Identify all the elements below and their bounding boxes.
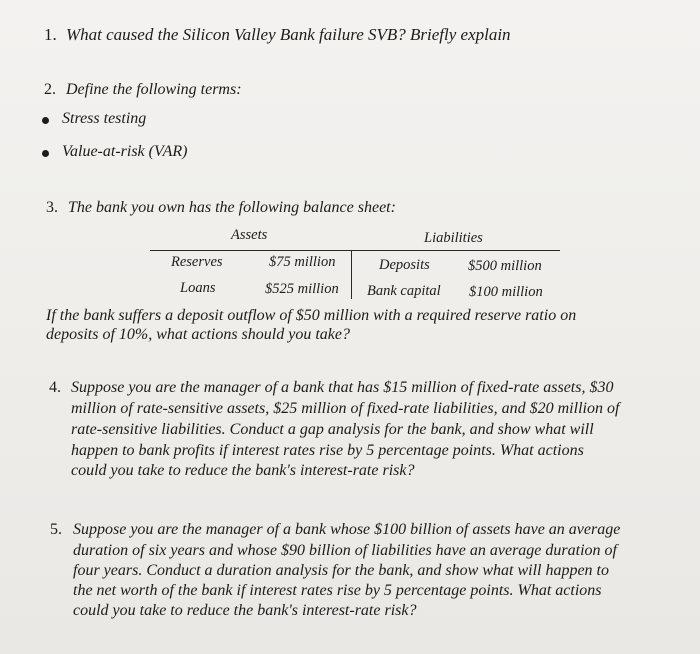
bullet-icon — [42, 117, 49, 124]
asset-value-reserves: $75 million — [269, 254, 336, 270]
question-2-number: 2. — [44, 81, 56, 98]
term-stress-testing: Stress testing — [62, 110, 147, 127]
asset-label-loans: Loans — [180, 280, 216, 296]
assets-header: Assets — [231, 227, 268, 243]
question-5-line-1: Suppose you are the manager of a bank whose $100 billion of assets have an average — [73, 521, 621, 538]
question-4-number: 4. — [49, 379, 61, 396]
liability-value-bank-capital: $100 million — [469, 284, 543, 300]
question-4-line-4: happen to bank profits if interest rates rise by 5 percentage points. What actions — [71, 442, 584, 459]
question-4-line-2: million of rate-sensitive assets, $25 million of fixed-rate liabilities, and $20 million of — [71, 400, 620, 417]
question-3-followup-line-2: deposits of 10%, what actions should you take? — [46, 326, 350, 343]
asset-value-loans: $525 million — [265, 281, 339, 297]
table-center-rule — [351, 250, 352, 299]
question-5-line-4: the net worth of the bank if interest rates rise by 5 percentage points. What actions — [73, 582, 602, 599]
question-5-line-3: four years. Conduct a duration analysis for the bank, and show what will happen to — [73, 562, 609, 579]
liability-label-bank-capital: Bank capital — [367, 283, 441, 299]
question-5-line-5: could you take to reduce the bank's interest-rate risk? — [73, 602, 417, 619]
liabilities-header: Liabilities — [424, 230, 483, 246]
question-1-text: What caused the Silicon Valley Bank failure SVB? Briefly explain — [66, 25, 511, 44]
question-2-text: Define the following terms: — [66, 81, 242, 98]
question-3-number: 3. — [46, 199, 58, 216]
liability-label-deposits: Deposits — [379, 257, 430, 273]
liability-value-deposits: $500 million — [468, 258, 542, 274]
question-4-line-5: could you take to reduce the bank's interest-rate risk? — [71, 462, 415, 479]
question-5-number: 5. — [50, 521, 62, 538]
term-value-at-risk: Value-at-risk (VAR) — [62, 143, 188, 160]
question-3-followup-line-1: If the bank suffers a deposit outflow of $50 million with a required reserve ratio on — [46, 307, 577, 324]
bullet-icon — [42, 150, 49, 157]
question-4-line-3: rate-sensitive liabilities. Conduct a gap analysis for the bank, and show what will — [71, 421, 594, 438]
question-5-line-2: duration of six years and whose $90 billion of liabilities have an average duration of — [73, 542, 617, 559]
question-4-line-1: Suppose you are the manager of a bank that has $15 million of fixed-rate assets, $30 — [71, 379, 614, 396]
asset-label-reserves: Reserves — [171, 254, 223, 270]
table-header-rule — [150, 250, 560, 251]
question-1-number: 1. — [44, 25, 57, 44]
question-3-text: The bank you own has the following balance sheet: — [68, 199, 396, 216]
